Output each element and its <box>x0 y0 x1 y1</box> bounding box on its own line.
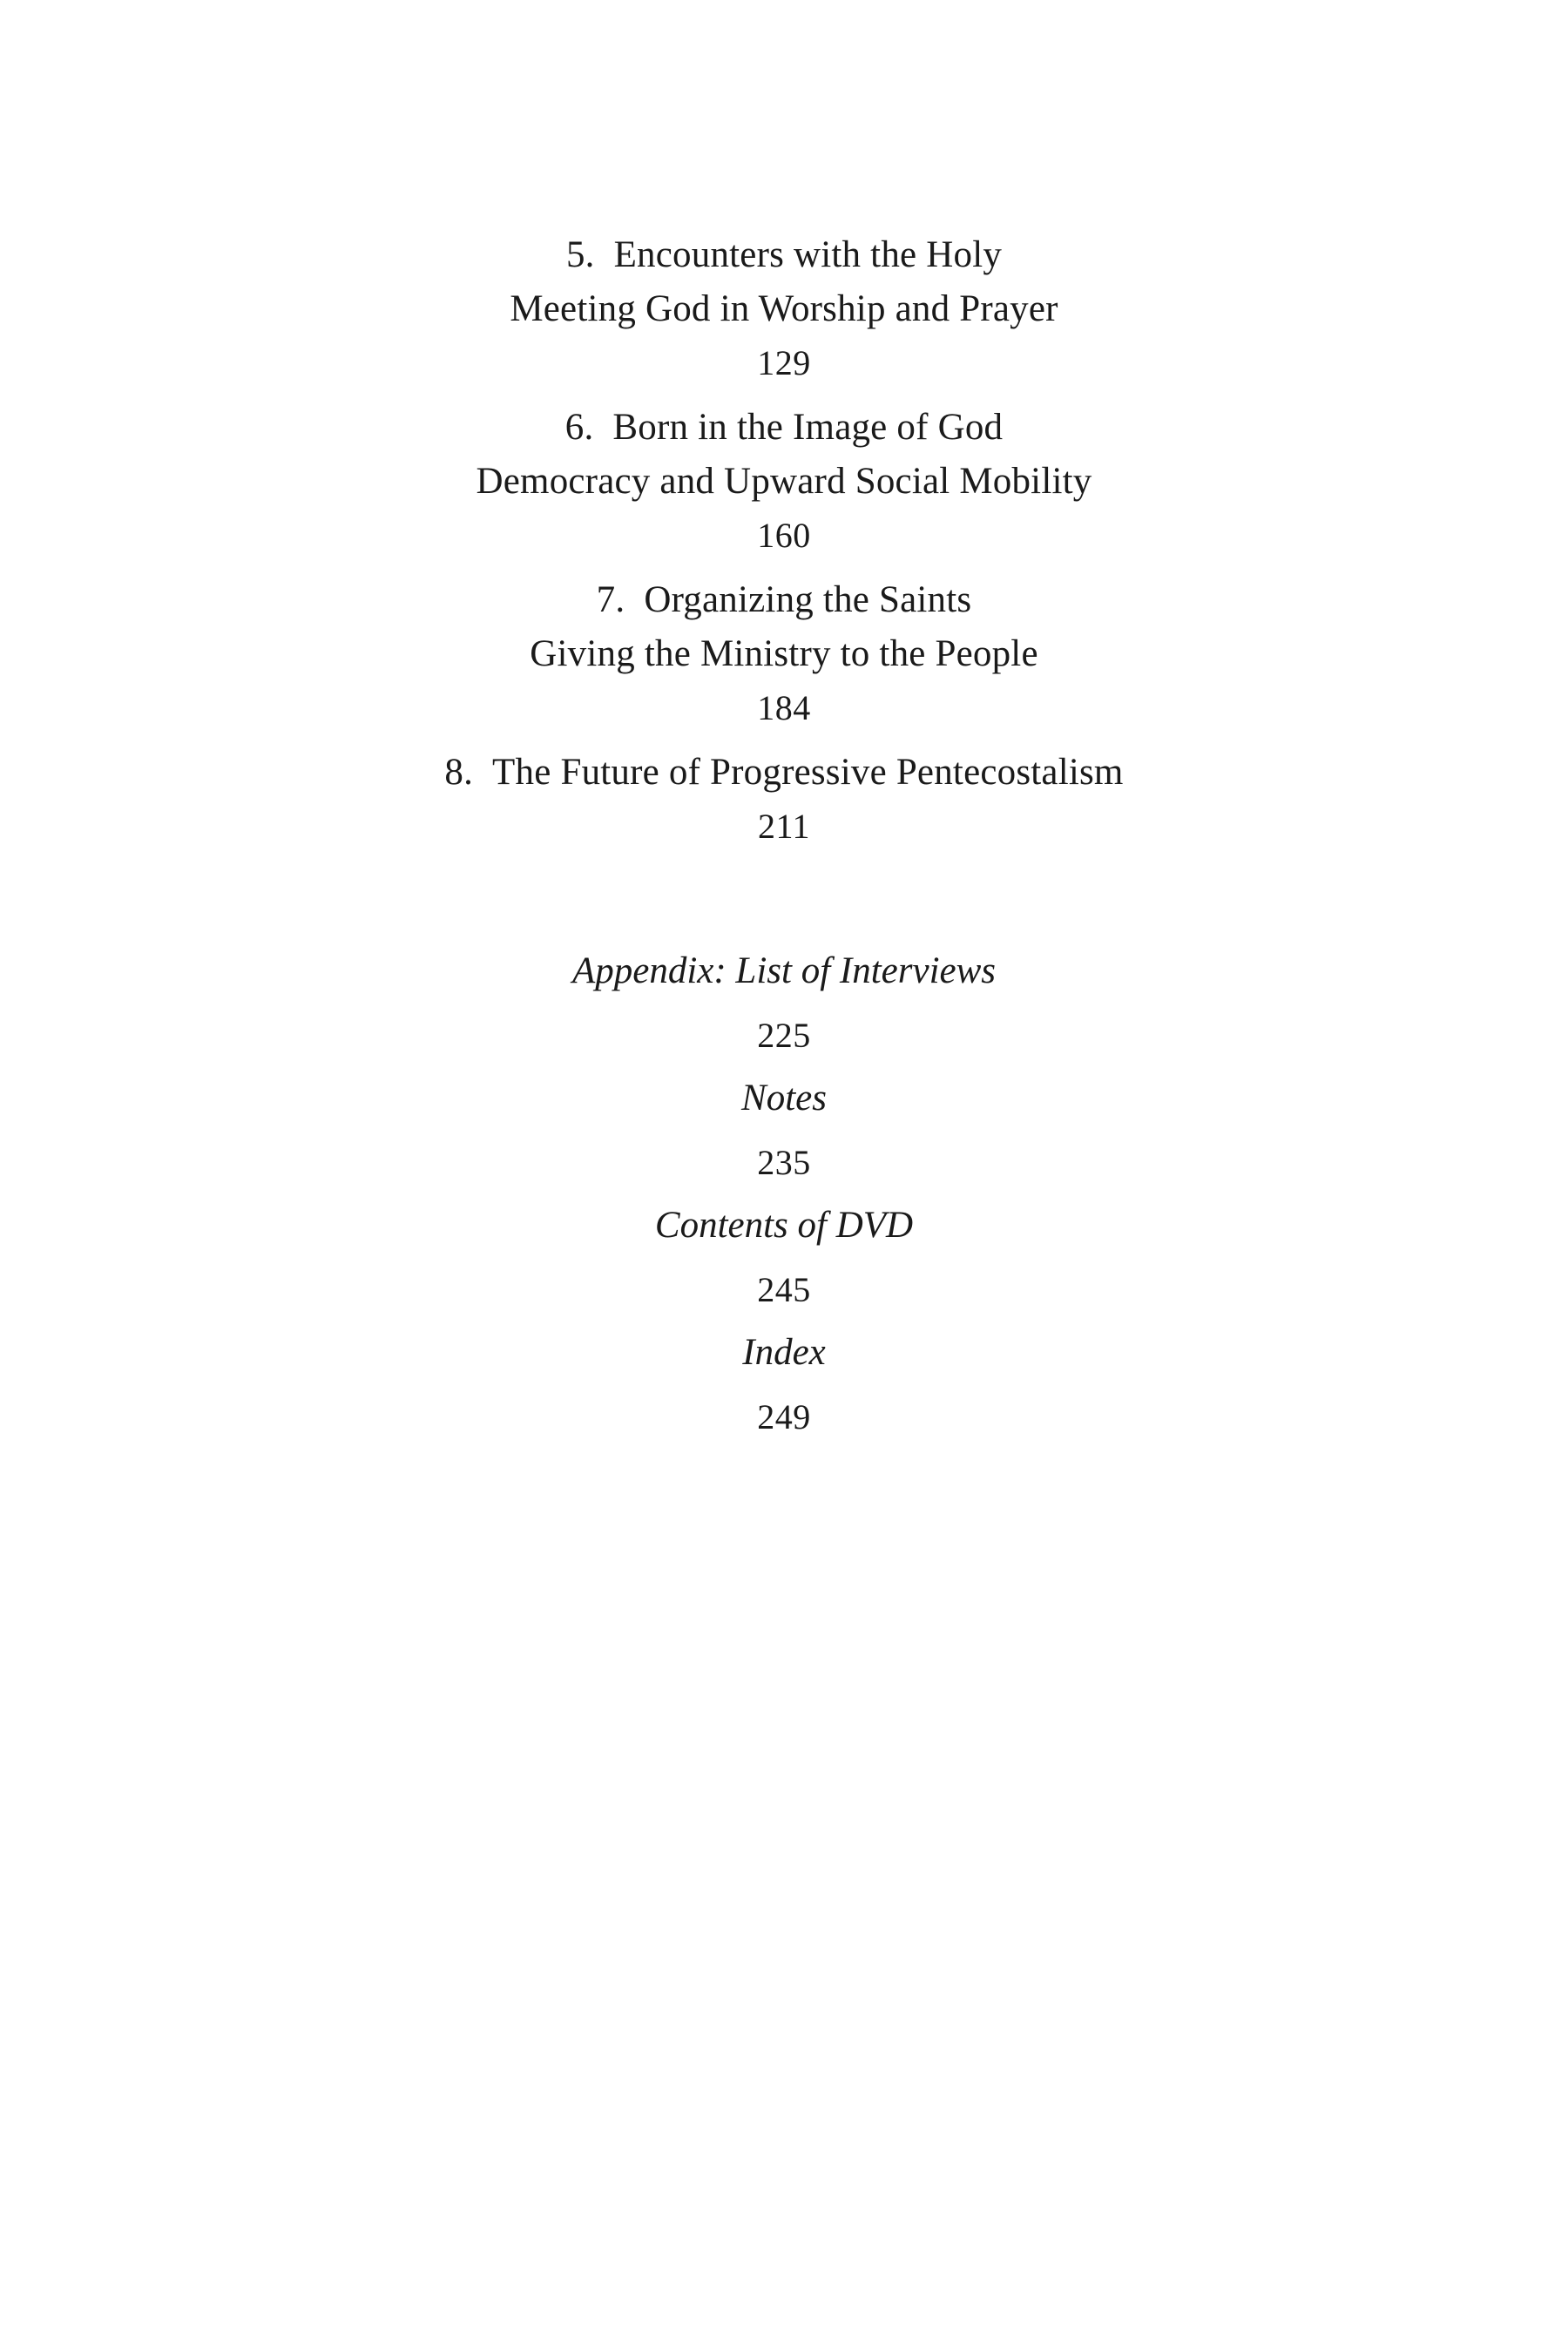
chapter-heading <box>0 228 1568 282</box>
back-matter-title: Contents of DVD <box>654 1205 914 1246</box>
chapter-title: Born in the Image of God <box>612 407 1004 448</box>
chapter-page-number: 129 <box>757 343 811 382</box>
chapter-subtitle: Giving the Ministry to the People <box>530 633 1038 674</box>
back-matter-page-number: 225 <box>757 1016 811 1055</box>
toc-entry-notes <box>0 1071 1568 1199</box>
chapter-subtitle: Meeting God in Worship and Prayer <box>510 288 1058 329</box>
back-matter-title: Index <box>742 1332 826 1373</box>
back-matter-page-number: 245 <box>757 1270 811 1309</box>
toc-entry-index <box>0 1326 1568 1453</box>
back-matter-page-number: 235 <box>757 1143 811 1182</box>
chapter-page-number: 160 <box>757 516 811 555</box>
back-matter-title: Notes <box>741 1078 827 1119</box>
chapter-title: Encounters with the Holy <box>613 234 1003 275</box>
chapter-title: The Future of Progressive Pentecostalism <box>492 752 1124 793</box>
toc-entry-contents-of-dvd <box>0 1199 1568 1326</box>
chapter-heading <box>0 746 1568 800</box>
chapter-title: Organizing the Saints <box>644 579 972 620</box>
back-matter-title: Appendix: List of Interviews <box>571 950 997 991</box>
chapter-subtitle: Democracy and Upward Social Mobility <box>476 461 1092 502</box>
chapter-heading <box>0 401 1568 455</box>
toc-entry-chapter-5 <box>0 228 1568 390</box>
toc-entry-chapter-8 <box>0 746 1568 854</box>
toc-entry-chapter-7 <box>0 573 1568 735</box>
chapter-page-number: 211 <box>757 807 810 846</box>
chapter-heading <box>0 573 1568 627</box>
back-matter-page-number: 249 <box>757 1397 811 1436</box>
toc-entry-chapter-6 <box>0 401 1568 563</box>
back-matter-list <box>0 944 1568 1453</box>
chapter-number: 6. <box>564 407 594 448</box>
chapter-number: 5. <box>565 234 595 275</box>
chapter-number: 7. <box>596 579 625 620</box>
chapter-number: 8. <box>444 752 474 793</box>
table-of-contents <box>0 228 1568 854</box>
chapter-page-number: 184 <box>757 688 811 727</box>
toc-entry-appendix <box>0 944 1568 1071</box>
